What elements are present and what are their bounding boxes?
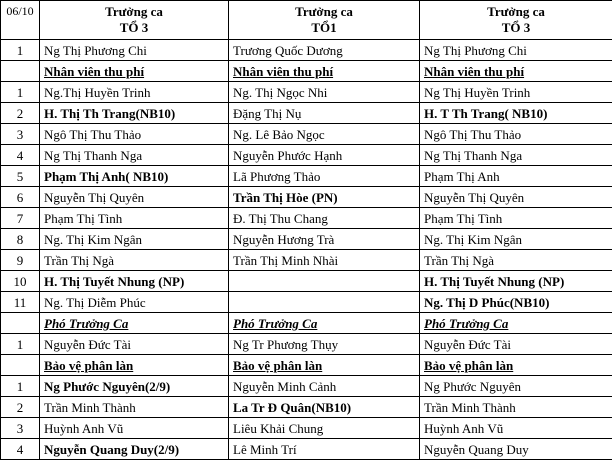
row-number <box>1 355 40 376</box>
table-row <box>1 376 612 397</box>
roster-cell: La Tr Đ Quân(NB10) <box>229 397 420 418</box>
roster-cell: Đặng Thị Nụ <box>229 103 420 124</box>
header-col-2 <box>229 1 420 40</box>
header-title: Trưởng ca <box>229 4 419 20</box>
table-row <box>1 250 612 271</box>
roster-cell: Phạm Thị Anh( NB10) <box>40 166 229 187</box>
table-row <box>1 40 612 61</box>
roster-cell: Ngô Thị Thu Thảo <box>40 124 229 145</box>
roster-cell: Phạm Thị Anh <box>420 166 612 187</box>
roster-cell: H. T Th Trang( NB10) <box>420 103 612 124</box>
row-number: 1 <box>1 40 40 61</box>
roster-cell: Phạm Thị Tình <box>420 208 612 229</box>
roster-cell: Nguyễn Thị Quyên <box>40 187 229 208</box>
row-number: 4 <box>1 439 40 460</box>
table-row <box>1 397 612 418</box>
roster-cell: Nguyễn Phước Hạnh <box>229 145 420 166</box>
roster-cell: Ng.Thị Huyền Trinh <box>40 82 229 103</box>
roster-cell: Nguyễn Quang Duy <box>420 439 612 460</box>
roster-cell: Huỳnh Anh Vũ <box>420 418 612 439</box>
table-row <box>1 355 612 376</box>
row-number: 1 <box>1 376 40 397</box>
row-number: 9 <box>1 250 40 271</box>
row-number: 1 <box>1 334 40 355</box>
roster-cell: Lê Minh Trí <box>229 439 420 460</box>
header-subtitle: TỔ 3 <box>40 20 228 36</box>
roster-cell: Ng. Lê Bảo Ngọc <box>229 124 420 145</box>
row-number: 3 <box>1 124 40 145</box>
roster-cell <box>229 271 420 292</box>
roster-cell: Ng. Thị Diễm Phúc <box>40 292 229 313</box>
header-col-1 <box>40 1 229 40</box>
row-number: 2 <box>1 103 40 124</box>
row-number: 5 <box>1 166 40 187</box>
roster-cell: Trần Minh Thành <box>40 397 229 418</box>
roster-cell: Nguyễn Quang Duy(2/9) <box>40 439 229 460</box>
roster-cell: Ngô Thị Thu Thảo <box>420 124 612 145</box>
row-number: 8 <box>1 229 40 250</box>
roster-cell: Nguyễn Thị Quyên <box>420 187 612 208</box>
table-row <box>1 82 612 103</box>
date-cell: 06/10 <box>1 1 40 40</box>
roster-cell: Ng Thị Phương Chi <box>40 40 229 61</box>
roster-cell: Ng. Thị Kim Ngân <box>420 229 612 250</box>
row-number: 3 <box>1 418 40 439</box>
header-row <box>1 1 612 40</box>
table-row <box>1 229 612 250</box>
roster-cell: Bảo vệ phân làn <box>229 355 420 376</box>
roster-cell: Ng Thị Thanh Nga <box>40 145 229 166</box>
header-col-3 <box>420 1 612 40</box>
roster-cell: Bảo vệ phân làn <box>40 355 229 376</box>
table-row <box>1 334 612 355</box>
roster-cell: Huỳnh Anh Vũ <box>40 418 229 439</box>
roster-cell: Trần Thị Minh Nhài <box>229 250 420 271</box>
roster-cell: Nguyễn Minh Cảnh <box>229 376 420 397</box>
roster-cell: Ng. Thị Kim Ngân <box>40 229 229 250</box>
header-title: Trưởng ca <box>420 4 612 20</box>
roster-cell: Ng. Thị Ngọc Nhi <box>229 82 420 103</box>
roster-cell: Phó Trưởng Ca <box>229 313 420 334</box>
roster-cell: Ng Thị Phương Chi <box>420 40 612 61</box>
roster-cell: Nhân viên thu phí <box>420 61 612 82</box>
roster-cell: Bảo vệ phân làn <box>420 355 612 376</box>
roster-cell: Ng Thị Thanh Nga <box>420 145 612 166</box>
roster-cell: H. Thị Tuyết Nhung (NP) <box>420 271 612 292</box>
roster-cell: Ng. Thị D Phúc(NB10) <box>420 292 612 313</box>
header-title: Trưởng ca <box>40 4 228 20</box>
roster-cell: Nhân viên thu phí <box>40 61 229 82</box>
roster-cell: Ng Thị Huyền Trinh <box>420 82 612 103</box>
roster-cell: H. Thị Tuyết Nhung (NP) <box>40 271 229 292</box>
table-row <box>1 439 612 460</box>
table-row <box>1 418 612 439</box>
roster-cell: Nguyễn Đức Tài <box>40 334 229 355</box>
roster-cell: Trương Quốc Dương <box>229 40 420 61</box>
table-row <box>1 271 612 292</box>
row-number: 4 <box>1 145 40 166</box>
roster-cell: Ng Tr Phương Thụy <box>229 334 420 355</box>
roster-cell: Phó Trưởng Ca <box>420 313 612 334</box>
roster-cell: Trần Thị Ngà <box>40 250 229 271</box>
roster-header <box>1 1 612 40</box>
roster-cell <box>229 292 420 313</box>
table-row <box>1 124 612 145</box>
table-row <box>1 292 612 313</box>
header-subtitle: TỔ1 <box>229 20 419 36</box>
row-number <box>1 313 40 334</box>
roster-cell: Liêu Khải Chung <box>229 418 420 439</box>
table-row <box>1 103 612 124</box>
roster-cell: H. Thị Th Trang(NB10) <box>40 103 229 124</box>
roster-cell: Trần Thị Hòe (PN) <box>229 187 420 208</box>
row-number <box>1 61 40 82</box>
roster-body <box>1 40 612 460</box>
row-number: 11 <box>1 292 40 313</box>
roster-cell: Phạm Thị Tình <box>40 208 229 229</box>
roster-cell: Trần Thị Ngà <box>420 250 612 271</box>
row-number: 7 <box>1 208 40 229</box>
row-number: 2 <box>1 397 40 418</box>
table-row <box>1 61 612 82</box>
roster-cell: Nguyễn Hương Trà <box>229 229 420 250</box>
table-row <box>1 313 612 334</box>
roster-cell: Ng Phước Nguyên(2/9) <box>40 376 229 397</box>
roster-cell: Phó Trưởng Ca <box>40 313 229 334</box>
roster-cell: Trần Minh Thành <box>420 397 612 418</box>
roster-cell: Nhân viên thu phí <box>229 61 420 82</box>
table-row <box>1 166 612 187</box>
roster-cell: Lã Phương Thảo <box>229 166 420 187</box>
header-subtitle: TỔ 3 <box>420 20 612 36</box>
roster-cell: Đ. Thị Thu Chang <box>229 208 420 229</box>
table-row <box>1 145 612 166</box>
roster-cell: Nguyễn Đức Tài <box>420 334 612 355</box>
table-row <box>1 187 612 208</box>
roster-cell: Ng Phước Nguyên <box>420 376 612 397</box>
row-number: 1 <box>1 82 40 103</box>
row-number: 6 <box>1 187 40 208</box>
table-row <box>1 208 612 229</box>
row-number: 10 <box>1 271 40 292</box>
